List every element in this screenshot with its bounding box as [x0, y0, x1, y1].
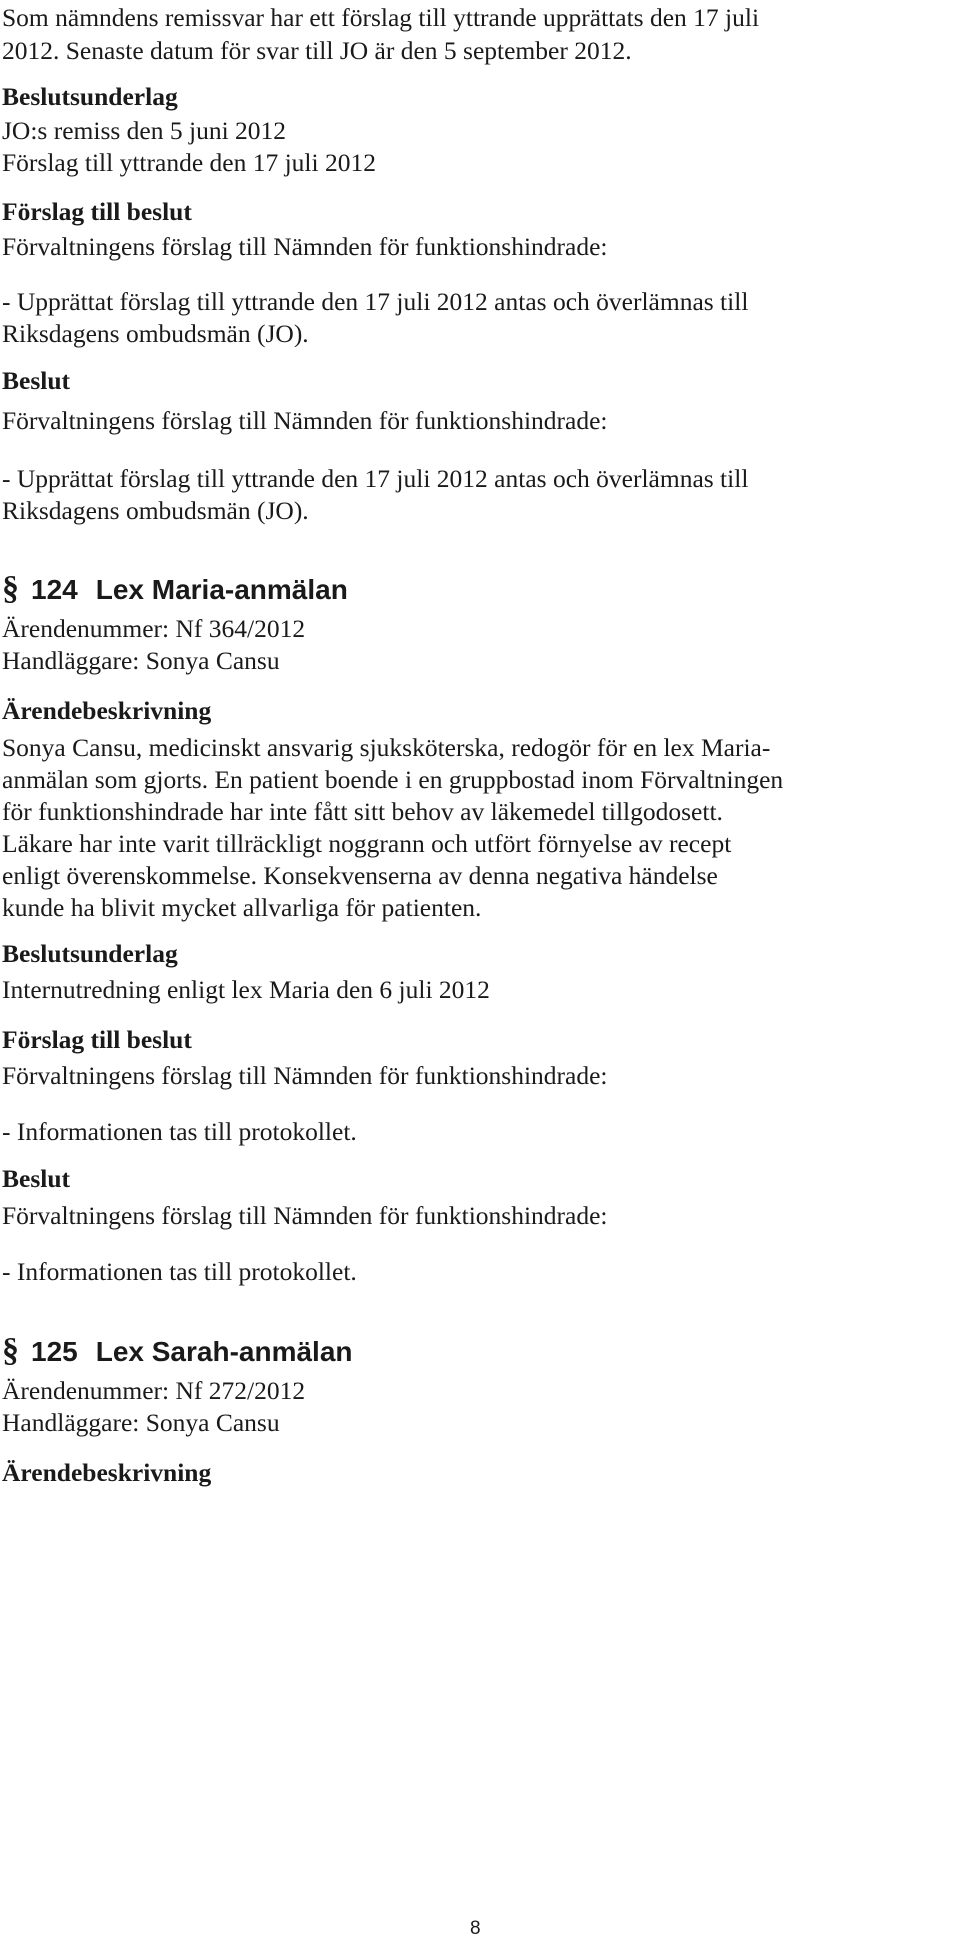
arendebeskrivning-heading: Ärendebeskrivning: [2, 696, 212, 725]
beslut-heading: Beslut: [2, 1164, 71, 1193]
arendenummer: Ärendenummer: Nf 364/2012: [2, 614, 306, 643]
beslut-item: - Informationen tas till protokollet.: [2, 1257, 357, 1286]
underlag-item: Internutredning enligt lex Maria den 6 juli 2012: [2, 975, 490, 1004]
beskrivning-line: Sonya Cansu, medicinskt ansvarig sjuksköterska, redogör för en lex Maria-: [2, 733, 771, 762]
section-symbol: §: [2, 570, 19, 607]
section-symbol: §: [2, 1332, 19, 1369]
handlaggare: Handläggare: Sonya Cansu: [2, 1408, 280, 1437]
forslag-heading: Förslag till beslut: [2, 197, 192, 226]
handlaggare: Handläggare: Sonya Cansu: [2, 646, 280, 675]
section-title: Lex Maria-anmälan: [95, 574, 348, 605]
underlag-item: JO:s remiss den 5 juni 2012: [2, 116, 287, 145]
beslut-intro: Förvaltningens förslag till Nämnden för funktionshindrade:: [2, 1201, 608, 1230]
forslag-intro: Förvaltningens förslag till Nämnden för funktionshindrade:: [2, 1061, 608, 1090]
beskrivning-line: kunde ha blivit mycket allvarliga för patienten.: [2, 893, 482, 922]
forslag-item: - Informationen tas till protokollet.: [2, 1117, 357, 1146]
beslut-intro: Förvaltningens förslag till Nämnden för funktionshindrade:: [2, 406, 608, 435]
arendenummer: Ärendenummer: Nf 272/2012: [2, 1376, 306, 1405]
intro-text: Som nämndens remissvar har ett förslag till yttrande upprättats den 17 juli: [2, 3, 760, 32]
section-number: 124: [31, 574, 78, 605]
intro-text: 2012. Senaste datum för svar till JO är den 5 september 2012.: [2, 36, 632, 65]
beslutsunderlag-heading: Beslutsunderlag: [2, 82, 178, 111]
section-heading-124: [2, 572, 348, 607]
beslutsunderlag-heading: Beslutsunderlag: [2, 939, 178, 968]
forslag-intro: Förvaltningens förslag till Nämnden för funktionshindrade:: [2, 232, 608, 261]
beslut-heading: Beslut: [2, 366, 71, 395]
section-title: Lex Sarah-anmälan: [95, 1336, 353, 1367]
underlag-item: Förslag till yttrande den 17 juli 2012: [2, 148, 376, 177]
beskrivning-line: enligt överenskommelse. Konsekvenserna av denna negativa händelse: [2, 861, 718, 890]
beslut-item: Riksdagens ombudsmän (JO).: [2, 496, 309, 525]
beskrivning-line: för funktionshindrade har inte fått sitt behov av läkemedel tillgodosett.: [2, 797, 723, 826]
beskrivning-line: Läkare har inte varit tillräckligt noggrann och utfört förnyelse av recept: [2, 829, 732, 858]
beskrivning-line: anmälan som gjorts. En patient boende i en gruppbostad inom Förvaltningen: [2, 765, 784, 794]
arendebeskrivning-heading: Ärendebeskrivning: [2, 1458, 212, 1487]
section-heading-125: [2, 1334, 353, 1369]
section-number: 125: [31, 1336, 78, 1367]
forslag-item: Riksdagens ombudsmän (JO).: [2, 319, 309, 348]
forslag-heading: Förslag till beslut: [2, 1025, 192, 1054]
forslag-item: - Upprättat förslag till yttrande den 17 juli 2012 antas och överlämnas till: [2, 287, 749, 316]
beslut-item: - Upprättat förslag till yttrande den 17 juli 2012 antas och överlämnas till: [2, 464, 749, 493]
page-number: 8: [470, 1918, 481, 1939]
